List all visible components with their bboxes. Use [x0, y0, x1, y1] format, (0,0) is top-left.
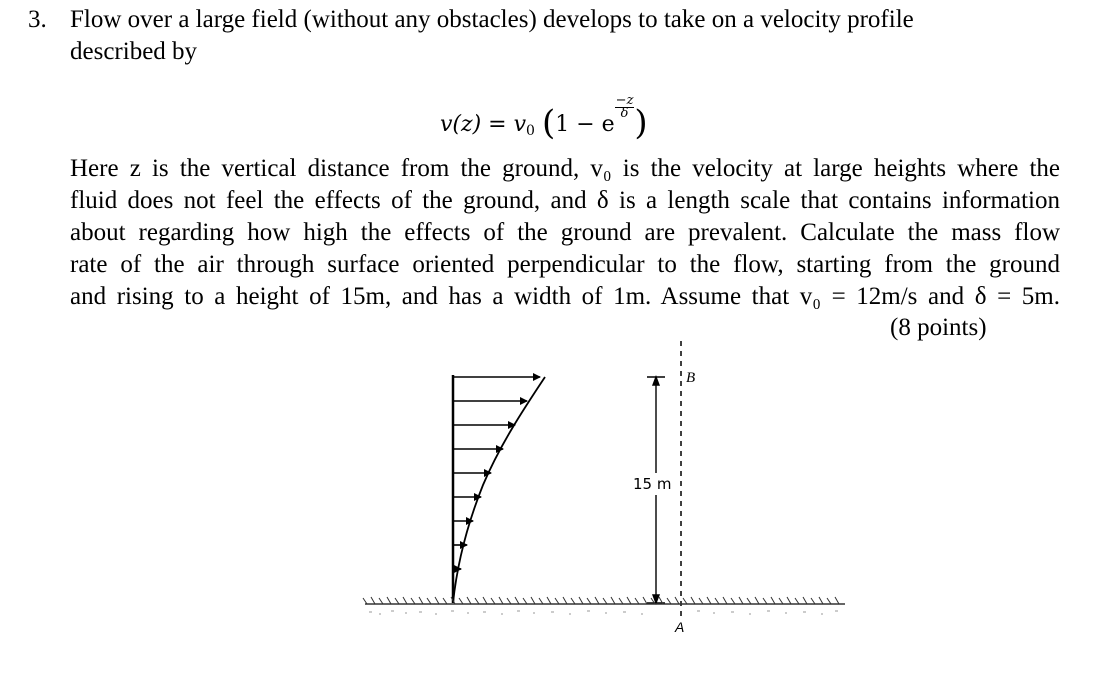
- height-label: 15 m: [633, 475, 672, 493]
- profile-diagram: [355, 335, 855, 635]
- intro-line-1: Flow over a large field (without any obstacles) develops to take on a velocity profile: [70, 6, 914, 33]
- velocity-equation: [440, 93, 648, 152]
- body-line: rate of the air through surface oriented perpendicular to the flow, starting from the ground: [70, 251, 1060, 278]
- body-line: Here z is the vertical distance from the ground, v₀ is the velocity at large heights where the: [70, 155, 1060, 182]
- exponent-denominator: δ: [620, 106, 629, 121]
- dimension-arrow-top: [653, 377, 659, 385]
- equation-lhs: v(z) = v: [440, 112, 527, 137]
- ground-hatching: [363, 597, 845, 614]
- equation-exponent: [615, 95, 635, 120]
- points-label: (8 points): [890, 314, 987, 341]
- problem-intro: [70, 4, 1060, 68]
- equation-subscript: 0: [526, 123, 535, 139]
- equation-one-minus-e: 1 − e: [555, 112, 615, 137]
- exponent-numerator: −z: [615, 93, 634, 108]
- velocity-curve: [453, 377, 545, 603]
- ground-hatch-marks: [363, 597, 839, 604]
- problem-number: 3.: [28, 6, 47, 33]
- problem-body: [70, 153, 1060, 313]
- body-line: and rising to a height of 15m, and has a width of 1m. Assume that v₀ = 12m/s and δ = 5m.: [70, 283, 1060, 310]
- point-a-label: A: [675, 619, 685, 635]
- body-line: about regarding how high the effects of the ground are prevalent. Calculate the mass flow: [70, 219, 1060, 246]
- equation-close-paren: ): [634, 103, 648, 143]
- intro-line-2: described by: [70, 38, 198, 65]
- velocity-profile-figure: [355, 335, 855, 635]
- equation-open-paren: (: [541, 103, 556, 143]
- body-line: fluid does not feel the effects of the ground, and δ is a length scale that contains information: [70, 187, 1060, 214]
- ground-texture: [369, 611, 838, 614]
- point-b-label: B: [686, 370, 696, 386]
